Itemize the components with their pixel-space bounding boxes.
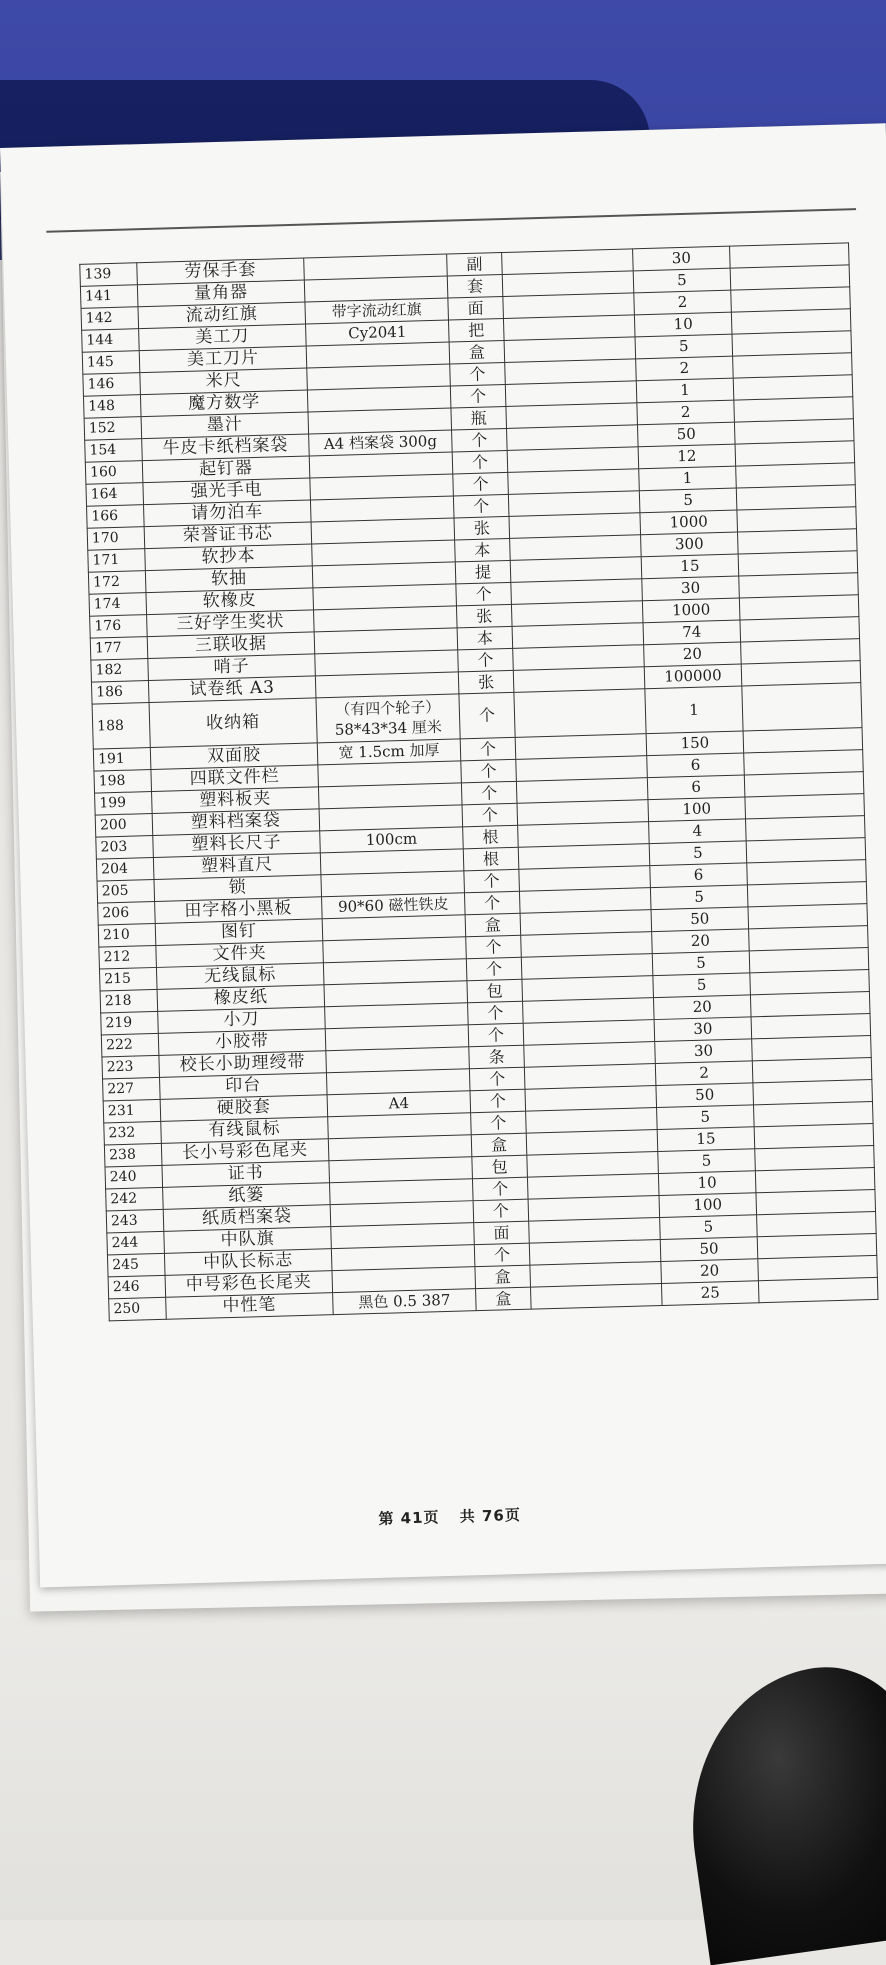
item-unit: 个 bbox=[472, 1177, 528, 1201]
item-quantity: 1 bbox=[636, 378, 734, 403]
item-unit: 包 bbox=[472, 1155, 528, 1179]
item-unit: 个 bbox=[452, 450, 508, 474]
item-name: 中性笔 bbox=[166, 1293, 334, 1320]
item-number: 176 bbox=[90, 615, 148, 639]
item-quantity: 5 bbox=[649, 841, 747, 866]
item-name: 软抽 bbox=[145, 566, 313, 593]
item-quantity: 30 bbox=[633, 246, 731, 271]
item-unit: 个 bbox=[453, 494, 509, 518]
item-name: 牛皮卡纸档案袋 bbox=[142, 434, 310, 461]
item-name: 量角器 bbox=[137, 280, 305, 307]
item-number: 245 bbox=[107, 1253, 165, 1277]
item-number: 174 bbox=[89, 593, 147, 617]
item-quantity: 15 bbox=[657, 1127, 755, 1152]
item-number: 212 bbox=[99, 945, 157, 969]
item-quantity: 12 bbox=[638, 444, 736, 469]
item-name: 流动红旗 bbox=[138, 302, 306, 329]
item-spec: Cy2041 bbox=[306, 320, 450, 346]
item-quantity: 20 bbox=[652, 929, 750, 954]
item-name: 美工刀片 bbox=[139, 346, 307, 373]
item-unit: 个 bbox=[468, 1001, 524, 1025]
item-quantity: 20 bbox=[661, 1259, 759, 1284]
item-quantity: 100 bbox=[659, 1193, 757, 1218]
item-quantity: 100000 bbox=[644, 664, 742, 689]
item-quantity: 15 bbox=[641, 554, 739, 579]
item-number: 243 bbox=[106, 1209, 164, 1233]
item-number: 152 bbox=[84, 417, 142, 441]
item-number: 154 bbox=[85, 439, 143, 463]
item-unit: 瓶 bbox=[451, 406, 507, 430]
item-unit: 个 bbox=[470, 1089, 526, 1113]
item-name: 小胶带 bbox=[158, 1029, 326, 1056]
blank-cell bbox=[742, 683, 862, 731]
item-unit: 个 bbox=[471, 1111, 527, 1135]
item-quantity: 25 bbox=[661, 1281, 759, 1306]
item-number: 145 bbox=[82, 351, 140, 375]
item-quantity: 50 bbox=[651, 907, 749, 932]
item-quantity: 5 bbox=[657, 1105, 755, 1130]
item-unit: 把 bbox=[448, 319, 504, 343]
item-name: 纸质档案袋 bbox=[163, 1205, 331, 1232]
item-quantity: 300 bbox=[641, 532, 739, 557]
item-name: 有线鼠标 bbox=[161, 1117, 329, 1144]
item-unit: 个 bbox=[452, 428, 508, 452]
page-number: 第 41页 bbox=[378, 1508, 440, 1528]
item-unit: 包 bbox=[467, 979, 523, 1003]
item-number: 177 bbox=[90, 637, 148, 661]
item-unit: 盒 bbox=[476, 1287, 532, 1311]
item-name: 证书 bbox=[162, 1161, 330, 1188]
item-unit: 个 bbox=[462, 803, 518, 827]
item-spec: 90*60 磁性铁皮 bbox=[322, 893, 466, 919]
item-unit: 个 bbox=[461, 759, 517, 783]
item-unit: 个 bbox=[460, 737, 516, 761]
item-unit: 个 bbox=[474, 1243, 530, 1267]
document-page bbox=[0, 123, 886, 1587]
item-name: 塑料直尺 bbox=[153, 853, 321, 880]
item-number: 222 bbox=[101, 1033, 159, 1057]
item-number: 199 bbox=[95, 792, 153, 816]
item-name: 塑料长尺子 bbox=[153, 831, 321, 858]
item-quantity: 5 bbox=[633, 268, 731, 293]
item-number: 206 bbox=[98, 901, 156, 925]
item-spec: A4 档案袋 300g bbox=[309, 430, 453, 456]
item-quantity: 5 bbox=[653, 973, 751, 998]
item-unit: 副 bbox=[447, 253, 503, 277]
item-unit: 张 bbox=[458, 670, 514, 694]
item-unit: 条 bbox=[469, 1045, 525, 1069]
item-quantity: 1000 bbox=[640, 510, 738, 535]
blank-cell bbox=[758, 1277, 878, 1302]
item-name: 墨汁 bbox=[141, 412, 309, 439]
item-name: 美工刀 bbox=[139, 324, 307, 351]
supply-list-table bbox=[79, 242, 878, 1321]
item-quantity: 1000 bbox=[642, 598, 740, 623]
item-quantity: 5 bbox=[652, 951, 750, 976]
item-number: 160 bbox=[85, 461, 143, 485]
item-number: 227 bbox=[103, 1077, 161, 1101]
blank-cell bbox=[531, 1283, 663, 1309]
item-name: 试卷纸 A3 bbox=[148, 676, 316, 703]
item-name: 硬胶套 bbox=[160, 1095, 328, 1122]
item-number: 205 bbox=[97, 879, 155, 903]
item-name: 长小号彩色尾夹 bbox=[161, 1139, 329, 1166]
item-unit: 个 bbox=[466, 935, 522, 959]
item-number: 240 bbox=[105, 1165, 163, 1189]
item-unit: 个 bbox=[459, 692, 515, 739]
item-number: 171 bbox=[88, 549, 146, 573]
item-unit: 个 bbox=[456, 582, 512, 606]
item-number: 141 bbox=[80, 285, 138, 309]
item-name: 锁 bbox=[154, 875, 322, 902]
item-quantity: 5 bbox=[639, 488, 737, 513]
item-number: 219 bbox=[101, 1011, 159, 1035]
item-unit: 盒 bbox=[471, 1133, 527, 1157]
item-unit: 个 bbox=[464, 869, 520, 893]
item-unit: 个 bbox=[453, 472, 509, 496]
item-number: 164 bbox=[86, 483, 144, 507]
item-quantity: 150 bbox=[646, 731, 744, 756]
item-unit: 个 bbox=[450, 362, 506, 386]
item-name: 中队长标志 bbox=[164, 1249, 332, 1276]
item-unit: 张 bbox=[456, 604, 512, 628]
item-name: 印台 bbox=[160, 1073, 328, 1100]
item-quantity: 5 bbox=[658, 1149, 756, 1174]
item-number: 203 bbox=[96, 836, 154, 860]
item-name: 橡皮纸 bbox=[157, 985, 325, 1012]
item-quantity: 20 bbox=[653, 995, 751, 1020]
item-name: 田字格小黑板 bbox=[155, 897, 323, 924]
item-unit: 个 bbox=[473, 1199, 529, 1223]
item-spec-line: （有四个轮子） bbox=[335, 697, 441, 719]
item-name: 软橡皮 bbox=[146, 588, 314, 615]
item-name: 魔方数学 bbox=[140, 390, 308, 417]
item-unit: 个 bbox=[461, 781, 517, 805]
item-name: 三联收据 bbox=[147, 632, 315, 659]
item-unit: 面 bbox=[448, 297, 504, 321]
item-spec-line: 58*43*34 厘米 bbox=[334, 717, 443, 739]
item-unit: 个 bbox=[466, 957, 522, 981]
item-unit: 套 bbox=[447, 275, 503, 299]
item-quantity: 10 bbox=[658, 1171, 756, 1196]
item-spec: 100cm bbox=[320, 827, 464, 853]
item-spec: 黑色 0.5 387 bbox=[333, 1289, 477, 1315]
item-number: 204 bbox=[96, 857, 154, 881]
item-unit: 个 bbox=[469, 1067, 525, 1091]
item-quantity: 74 bbox=[643, 620, 741, 645]
item-quantity: 5 bbox=[650, 885, 748, 910]
item-name: 双面胶 bbox=[150, 743, 318, 770]
item-quantity: 2 bbox=[634, 290, 732, 315]
item-name: 强光手电 bbox=[143, 478, 311, 505]
item-unit: 本 bbox=[457, 626, 513, 650]
item-unit: 根 bbox=[463, 825, 519, 849]
item-number: 172 bbox=[88, 571, 146, 595]
item-name: 四联文件栏 bbox=[151, 765, 319, 792]
item-quantity: 6 bbox=[647, 753, 745, 778]
item-number: 246 bbox=[108, 1275, 166, 1299]
item-number: 198 bbox=[94, 770, 152, 794]
item-name: 起钉器 bbox=[142, 456, 310, 483]
item-name: 中队旗 bbox=[164, 1227, 332, 1254]
item-number: 182 bbox=[91, 659, 149, 683]
table-body bbox=[80, 243, 878, 1321]
item-name: 校长小助理绶带 bbox=[159, 1051, 327, 1078]
item-quantity: 4 bbox=[649, 819, 747, 844]
item-quantity: 6 bbox=[647, 775, 745, 800]
item-name: 小刀 bbox=[158, 1007, 326, 1034]
item-number: 148 bbox=[83, 395, 141, 419]
item-quantity: 2 bbox=[637, 400, 735, 425]
item-unit: 面 bbox=[474, 1221, 530, 1245]
item-number: 166 bbox=[87, 505, 145, 529]
item-number: 186 bbox=[91, 681, 149, 705]
item-number: 200 bbox=[95, 814, 153, 838]
page-total: 共 76页 bbox=[459, 1505, 522, 1526]
item-name: 米尺 bbox=[140, 368, 308, 395]
item-unit: 个 bbox=[464, 891, 520, 915]
item-quantity: 5 bbox=[635, 334, 733, 359]
item-name: 三好学生奖状 bbox=[147, 610, 315, 637]
item-number: 215 bbox=[99, 967, 157, 991]
item-quantity: 10 bbox=[634, 312, 732, 337]
item-name: 无线鼠标 bbox=[156, 963, 324, 990]
item-number: 210 bbox=[98, 923, 156, 947]
item-number: 218 bbox=[100, 989, 158, 1013]
item-name: 图钉 bbox=[155, 919, 323, 946]
item-quantity: 50 bbox=[660, 1237, 758, 1262]
item-number: 188 bbox=[92, 703, 150, 750]
item-name: 劳保手套 bbox=[137, 258, 305, 285]
item-name: 软抄本 bbox=[145, 544, 313, 571]
item-number: 231 bbox=[103, 1099, 161, 1123]
item-name: 纸篓 bbox=[163, 1183, 331, 1210]
item-spec: 带字流动红旗 bbox=[305, 298, 449, 324]
item-spec bbox=[316, 694, 460, 743]
item-number: 144 bbox=[82, 329, 140, 353]
item-number: 232 bbox=[104, 1121, 162, 1145]
item-name: 文件夹 bbox=[156, 941, 324, 968]
item-unit: 个 bbox=[458, 648, 514, 672]
item-number: 223 bbox=[102, 1055, 160, 1079]
item-number: 238 bbox=[104, 1143, 162, 1167]
item-unit: 个 bbox=[468, 1023, 524, 1047]
item-unit: 本 bbox=[455, 538, 511, 562]
item-unit: 提 bbox=[455, 560, 511, 584]
item-unit: 张 bbox=[454, 516, 510, 540]
item-name: 荣誉证书芯 bbox=[144, 522, 312, 549]
item-unit: 根 bbox=[463, 847, 519, 871]
item-quantity: 30 bbox=[642, 576, 740, 601]
item-quantity: 5 bbox=[660, 1215, 758, 1240]
item-unit: 盒 bbox=[449, 341, 505, 365]
item-spec: 宽 1.5cm 加厚 bbox=[317, 739, 461, 765]
blank-cell bbox=[514, 689, 646, 738]
item-quantity: 6 bbox=[650, 863, 748, 888]
item-name: 塑料档案袋 bbox=[152, 809, 320, 836]
item-quantity: 1 bbox=[639, 466, 737, 491]
item-quantity: 50 bbox=[637, 422, 735, 447]
item-quantity: 30 bbox=[655, 1039, 753, 1064]
item-unit: 盒 bbox=[475, 1265, 531, 1289]
item-quantity: 20 bbox=[644, 642, 742, 667]
header-rule bbox=[46, 208, 856, 233]
page-footer bbox=[378, 1504, 535, 1529]
item-name: 哨子 bbox=[148, 654, 316, 681]
item-quantity: 2 bbox=[655, 1061, 753, 1086]
item-name: 塑料板夹 bbox=[152, 787, 320, 814]
item-unit: 个 bbox=[450, 384, 506, 408]
item-number: 142 bbox=[81, 307, 139, 331]
item-quantity: 50 bbox=[656, 1083, 754, 1108]
item-quantity: 1 bbox=[645, 686, 743, 734]
item-number: 242 bbox=[106, 1187, 164, 1211]
item-unit: 盒 bbox=[465, 913, 521, 937]
item-number: 250 bbox=[109, 1297, 167, 1321]
item-name: 中号彩色长尾夹 bbox=[165, 1271, 333, 1298]
item-number: 191 bbox=[93, 748, 151, 772]
item-number: 244 bbox=[107, 1231, 165, 1255]
item-name: 收纳箱 bbox=[149, 698, 317, 748]
item-spec: A4 bbox=[327, 1091, 471, 1117]
item-quantity: 30 bbox=[654, 1017, 752, 1042]
item-number: 170 bbox=[87, 527, 145, 551]
item-quantity: 2 bbox=[636, 356, 734, 381]
item-name: 请勿泊车 bbox=[144, 500, 312, 527]
item-quantity: 100 bbox=[648, 797, 746, 822]
item-number: 146 bbox=[83, 373, 141, 397]
item-number: 139 bbox=[80, 263, 138, 287]
